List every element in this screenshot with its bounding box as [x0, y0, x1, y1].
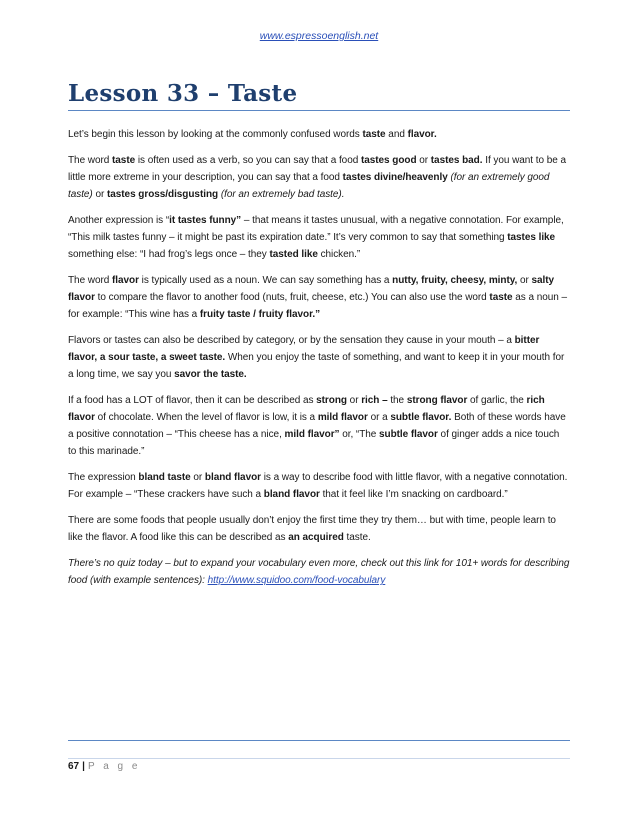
page-number: 67 — [68, 761, 80, 772]
title-divider — [68, 110, 570, 111]
page-label: P a g e — [87, 761, 141, 772]
lesson-title: Lesson 33 – Taste — [68, 80, 298, 107]
paragraph-categories: Flavors or tastes can also be described by category, or by the sensation they cause in your mouth – a bitter flavor, a sour taste, a sweet taste. When you enjoy the taste of something, and want to keep it in your mouth for a long time, we say you savor the taste. — [68, 335, 565, 380]
footer-separator: | — [82, 761, 85, 772]
paragraph-bland: The expression bland taste or bland flavor is a way to describe food with little flavor, with a negative connotation. For example – “These crackers have such a bland flavor that it feel like I’m snacking on cardboard.” — [68, 472, 568, 500]
header-url-link[interactable]: www.espressoenglish.net — [259, 30, 379, 42]
paragraph-closing: There’s no quiz today – but to expand your vocabulary even more, check out this link for 101+ words for describing food (with example sentences): http://www.squidoo.com/food-vocabulary — [68, 558, 570, 586]
paragraph-tastes-funny: Another expression is “it tastes funny” – that means it tastes unusual, with a negative connotation. For example, “This milk tastes funny – it might be past its expiration date.” It’s very common to say that something tastes like something else: “I had frog’s legs once – they tasted like chicken.” — [68, 215, 564, 260]
page-footer — [68, 761, 140, 772]
lesson-body — [68, 126, 570, 598]
paragraph-acquired-taste: There are some foods that people usually don’t enjoy the first time they try them… but with time, people learn to like the flavor. A food like this can be described as an acquired taste. — [68, 515, 556, 543]
paragraph-taste-verb: The word taste is often used as a verb, so you can say that a food tastes good or tastes bad. If you want to be a little more extreme in your description, you can say that a food tastes divine/heavenly (for an extremely good taste) or tastes gross/disgusting (for an extremely bad taste). — [68, 155, 566, 200]
paragraph-intro: Let’s begin this lesson by looking at the commonly confused words taste and flavor. — [68, 129, 437, 140]
food-vocabulary-link[interactable]: http://www.squidoo.com/food-vocabulary — [207, 575, 386, 586]
footer-thin-divider — [68, 758, 570, 759]
paragraph-flavor-noun: The word flavor is typically used as a noun. We can say something has a nutty, fruity, cheesy, minty, or salty flavor to compare the flavor to another food (nuts, fruit, cheese, etc.) You can also use the word taste as a noun – for example: “This wine has a fruity taste / fruity flavor.” — [68, 275, 567, 320]
footer-divider — [68, 740, 570, 741]
paragraph-strong-mild: If a food has a LOT of flavor, then it can be described as strong or rich – the strong flavor of garlic, the rich flavor of chocolate. When the level of flavor is low, it is a mild flavor or a subtle flavor. Both of these words have a positive connotation – “This cheese has a nice, mild flavor” or, “The subtle flavor of ginger adds a nice touch to this marinade.” — [68, 395, 566, 457]
